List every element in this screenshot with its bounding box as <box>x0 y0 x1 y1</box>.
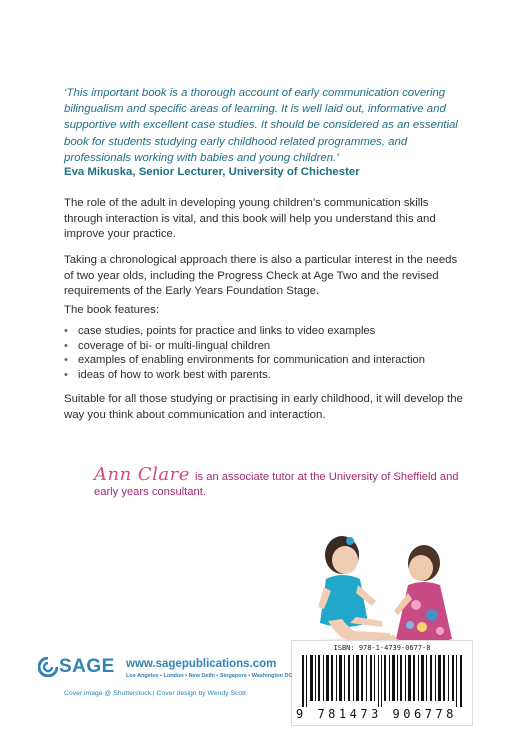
list-item: • ideas of how to work best with parents. <box>64 368 468 383</box>
babies-photo <box>298 527 472 657</box>
sage-icon <box>38 657 58 677</box>
author-bio <box>94 464 474 500</box>
author-name: Ann Clare <box>94 464 190 485</box>
publisher-url[interactable]: www.sagepublications.com <box>126 658 277 670</box>
list-item: • case studies, points for practice and links to video examples <box>64 324 468 339</box>
author-bio-text: is an associate tutor at the University of Sheffield and early years consultant. <box>94 471 459 498</box>
barcode <box>291 640 473 726</box>
review-attribution: Eva Mikuska, Senior Lecturer, University of Chichester <box>64 166 360 178</box>
features-list <box>64 324 468 382</box>
isbn-label: ISBN: 978-1-4739-0677-8 <box>333 644 431 652</box>
review-quote: ‘This important book is a thorough account of early communication covering bilingualism and specific areas of learning. It is well laid out, informative and supportive with excellent case studies. It should be considered as an essential book for students studying early childhood related programmes, and professionals working with babies and young children.’ <box>64 87 458 164</box>
description-paragraph-2: Taking a chronological approach there is also a particular interest in the needs of two year olds, including the Progress Check at Age Two and the revised requirements of the Early Years Foundation Stage. <box>64 254 458 298</box>
list-item: • examples of enabling environments for communication and interaction <box>64 353 468 368</box>
cover-credits: Cover image @ Shutterstock | Cover design by Wendy Scott <box>64 690 246 697</box>
barcode-digits: 9 781473 906778 <box>296 707 457 721</box>
baby-left <box>318 536 390 641</box>
description-paragraph-3: Suitable for all those studying or practising in early childhood, it will develop the way you think about communication and interaction. <box>64 393 463 421</box>
list-item: • coverage of bi- or multi-lingual children <box>64 339 468 354</box>
description-paragraph-1: The role of the adult in developing young children’s communication skills through interaction is vital, and this book will help you understand this and improve your practice. <box>64 197 436 241</box>
sage-logo <box>38 656 115 678</box>
features-intro: The book features: <box>64 304 159 316</box>
barcode-bars <box>298 655 466 707</box>
baby-right <box>376 545 452 645</box>
sage-wordmark: SAGE <box>59 656 115 677</box>
publisher-cities: Los Angeles • London • New Delhi • Singapore • Washington DC <box>126 673 293 679</box>
